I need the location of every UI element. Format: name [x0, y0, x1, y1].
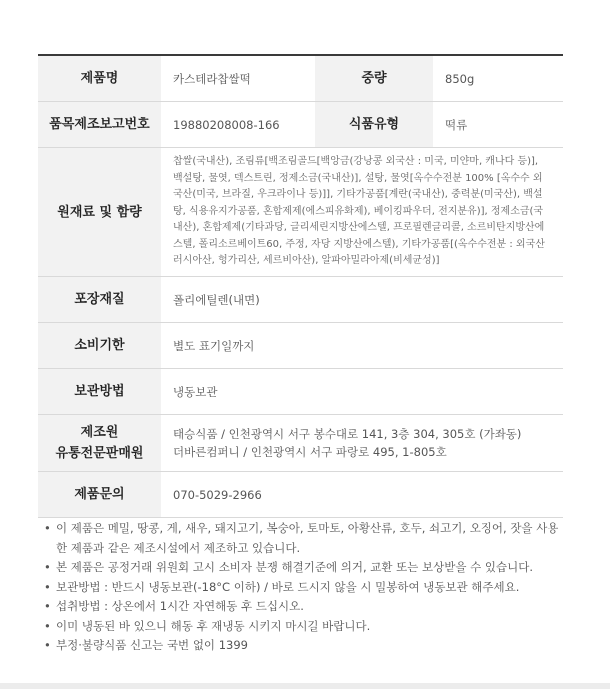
product-name-label: 제품명 — [38, 56, 161, 101]
manufacturer-label — [38, 415, 161, 471]
list-item — [44, 558, 564, 578]
table-row-product-name — [38, 56, 563, 102]
notice-storage: 보관방법 : 반드시 냉동보관(-18°C 이하) / 바로 드시지 않을 시 밀봉하여 냉동보관 해주세요. — [56, 579, 520, 594]
list-item — [44, 578, 564, 598]
table-row-packaging — [38, 277, 563, 323]
list-item — [44, 597, 564, 617]
inquiry-label: 제품문의 — [38, 472, 161, 517]
table-row-report-number — [38, 102, 563, 148]
storage-value: 냉동보관 — [173, 384, 218, 399]
product-info-table — [38, 54, 563, 518]
notice-allergen: 이 제품은 메밀, 땅콩, 게, 새우, 돼지고기, 복숭아, 토마토, 아황산류, 호두, 쇠고기, 오징어, 잣을 사용한 제품과 같은 제조시설에서 제조하고 있습니다. — [56, 521, 559, 555]
table-row-ingredients — [38, 148, 563, 277]
storage-label: 보관방법 — [38, 369, 161, 414]
expiry-label: 소비기한 — [38, 323, 161, 368]
bullet-icon: • — [44, 521, 51, 535]
bullet-icon: • — [44, 599, 51, 613]
bullet-icon: • — [44, 560, 51, 574]
bullet-icon: • — [44, 638, 51, 652]
table-row-manufacturer — [38, 415, 563, 472]
manufacturer-value — [161, 415, 563, 471]
table-row-storage — [38, 369, 563, 415]
manufacturer-label-line2: 유통전문판매원 — [55, 446, 144, 461]
notice-report: 부정·불량식품 신고는 국번 없이 1399 — [56, 638, 248, 652]
manufacturer-label-line1: 제조원 — [80, 425, 119, 440]
list-item — [44, 519, 564, 558]
bottom-divider — [0, 683, 610, 689]
product-name-value: 카스테라찹쌀떡 — [173, 71, 251, 86]
bullet-icon: • — [44, 618, 51, 633]
notice-list — [44, 519, 564, 656]
notice-intake: 섭취방법 : 상온에서 1시간 자연해동 후 드십시오. — [56, 599, 304, 613]
notice-refreeze: 이미 냉동된 바 있으니 해동 후 재냉동 시키지 마시길 바랍니다. — [56, 618, 371, 633]
expiry-value: 별도 표기일까지 — [173, 338, 255, 353]
ingredients-label: 원재료 및 함량 — [38, 148, 161, 276]
weight-value: 850g — [445, 71, 475, 86]
ingredients-value: 찹쌀(국내산), 조림류[백조림골드[백앙금(강낭콩 외국산 : 미국, 미얀마, 캐나다 등)], 백설탕, 물엿, 덱스트린, 정제소금(국내산)], 설탕, 물엿[옥수수전분 100% [옥수수 외국산(미국, 브라질, 우크라이나 등)]], 기타가공품[계란(국내산), 중력분(미국산), 백설탕, 식용유지가공품, 혼합제제(에스피유화제), 베이킹파우더, 전지분유)], 정제소금(국내산), 혼합제제(기타과당, 글리세린지방산에스텔, 프로필렌글리콜, 소르비탄지방산에스텔, 폴리소르베이트60, 주정, 자당 지방산에스텔), 기타가공품[(옥수수전분 : 외국산 러시아산, 헝가리산, 세르비아산), 알파아밀라아제(비세균성)] — [173, 156, 545, 267]
table-row-inquiry — [38, 472, 563, 518]
manufacturer-value-line1: 태승식품 / 인천광역시 서구 봉수대로 141, 3층 304, 305호 (가좌동) — [173, 427, 522, 441]
packaging-label: 포장재질 — [38, 277, 161, 322]
notice-exchange: 본 제품은 공정거래 위원회 고시 소비자 분쟁 해결기준에 의거, 교환 또는 보상받을 수 있습니다. — [56, 560, 533, 574]
report-number-label: 품목제조보고번호 — [38, 102, 161, 147]
manufacturer-value-line2: 더바른컴퍼니 / 인천광역시 서구 파랑로 495, 1-805호 — [173, 445, 447, 459]
weight-label: 중량 — [315, 56, 433, 101]
food-type-value: 떡류 — [445, 117, 468, 132]
report-number-value: 19880208008-166 — [173, 117, 280, 132]
table-row-expiry — [38, 323, 563, 369]
packaging-value: 폴리에틸렌(내면) — [173, 292, 260, 307]
inquiry-value: 070-5029-2966 — [173, 487, 262, 502]
food-type-label: 식품유형 — [315, 102, 433, 147]
list-item — [44, 636, 564, 656]
list-item — [44, 617, 564, 637]
bullet-icon: • — [44, 579, 51, 594]
